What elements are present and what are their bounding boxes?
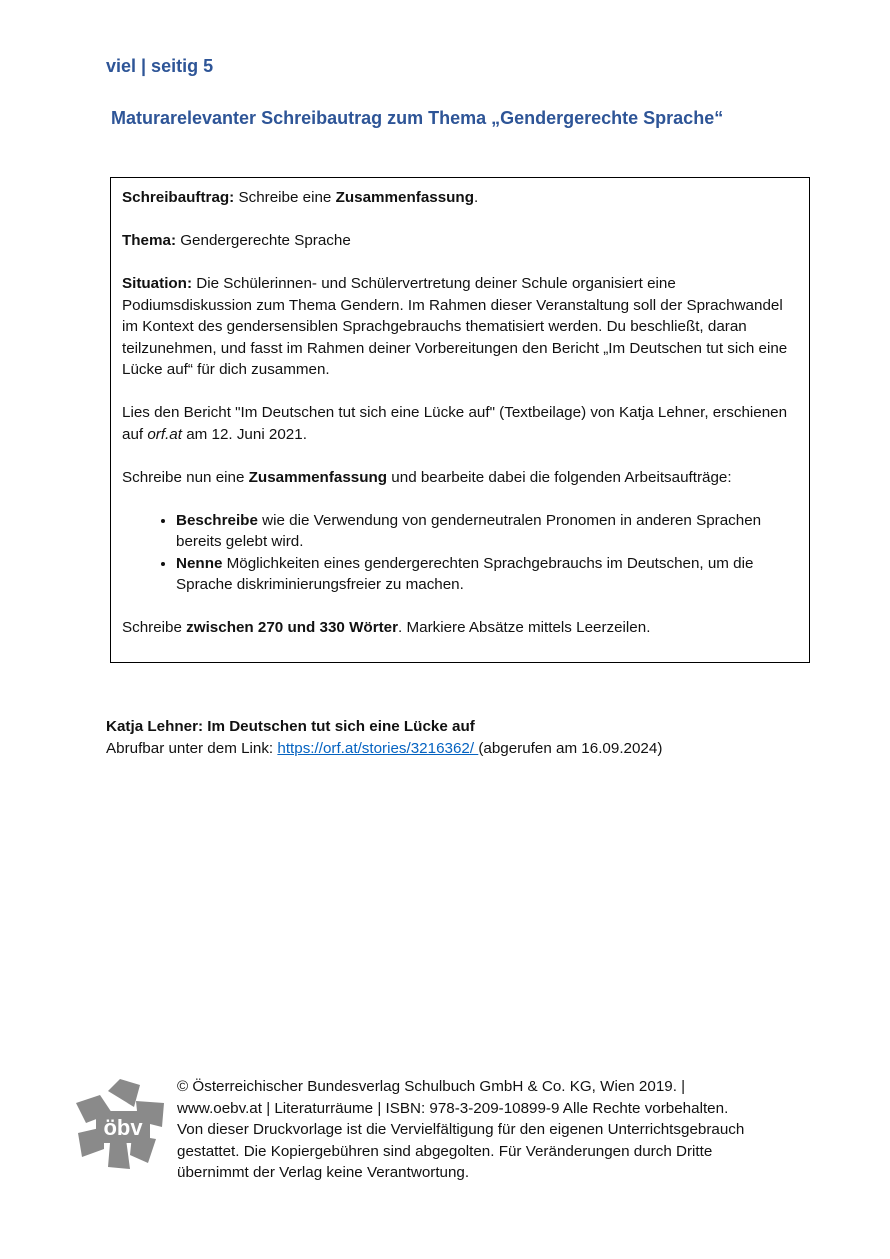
- situation-paragraph: [122, 273, 798, 381]
- word-count-emphasis: zwischen 270 und 330 Wörter: [186, 619, 399, 636]
- read-source-name: orf.at: [147, 425, 182, 443]
- word-count-text: Schreibe: [122, 619, 187, 636]
- thema-label: Thema:: [122, 232, 177, 249]
- oebv-logo: [74, 1077, 166, 1171]
- schreibauftrag-paragraph: [122, 187, 798, 209]
- source-link[interactable]: https://orf.at/stories/3216362/: [277, 739, 479, 757]
- page-title: Maturarelevanter Schreibautrag zum Thema „Gendergerechte Sprache“: [111, 108, 724, 128]
- page-header-label: viel | seitig 5: [106, 56, 214, 76]
- read-date: am 12. Juni 2021.: [181, 425, 307, 443]
- assignment-verb: Nenne: [176, 554, 223, 572]
- assignment-text: Möglichkeiten eines gendergerechten Sprachgebrauchs im Deutschen, um die Sprache diskriminierungsfreier zu machen.: [176, 554, 754, 593]
- schreibauftrag-emphasis: Zusammenfassung: [335, 189, 474, 206]
- read-text: Lies den Bericht "Im Deutschen tut sich eine Lücke auf" (Textbeilage) von Katja Lehner, erschienen auf: [122, 404, 788, 443]
- assignment-list: [122, 510, 798, 596]
- thema-paragraph: [122, 230, 798, 252]
- task-box: [110, 177, 810, 663]
- list-item: [176, 553, 798, 596]
- word-count-paragraph: [122, 617, 798, 639]
- situation-label: Situation:: [122, 275, 193, 292]
- source-link-label: Abrufbar unter dem Link:: [106, 739, 278, 757]
- list-item: [176, 510, 798, 553]
- instruction-paragraph: [122, 467, 798, 489]
- source-reference: [106, 716, 662, 759]
- source-title: Katja Lehner: Im Deutschen tut sich eine Lücke auf: [106, 718, 475, 735]
- instruction-text: Schreibe nun eine: [122, 468, 249, 486]
- thema-text: Gendergerechte Sprache: [176, 232, 351, 249]
- instruction-emphasis: Zusammenfassung: [248, 468, 388, 486]
- schreibauftrag-text: Schreibe eine: [234, 189, 336, 206]
- copyright-notice: © Österreichischer Bundesverlag Schulbuch GmbH & Co. KG, Wien 2019. | www.oebv.at | Literaturräume | ISBN: 978-3-209-10899-9 Alle Rechte vorbehalten. Von dieser Druckvorlage ist die Vervielfältigung für den eigenen Unterrichtsgebrauch gestattet. Die Kopiergebühren sind abgegolten. Für Veränderungen durch Dritte übernimmt der Verlag keine Verantwortung.: [177, 1078, 745, 1182]
- instruction-end: und bearbeite dabei die folgenden Arbeitsaufträge:: [387, 468, 732, 486]
- source-access-date: (abgerufen am 16.09.2024): [478, 739, 663, 757]
- schreibauftrag-label: Schreibauftrag:: [122, 189, 235, 206]
- assignment-text: wie die Verwendung von genderneutralen Pronomen in anderen Sprachen bereits gelebt wird.: [176, 511, 762, 550]
- logo-text: öbv: [103, 1115, 143, 1140]
- situation-text: Die Schülerinnen- und Schülervertretung deiner Schule organisiert eine Podiumsdiskussion zum Thema Gendern. Im Rahmen dieser Veranstaltung soll der Sprachwandel im Kontext des gendersensiblen Sprachgebrauchs thematisiert werden. Du beschließt, daran teilzunehmen, und fasst im Rahmen deiner Vorbereitungen den Bericht „Im Deutschen tut sich eine Lücke auf“ für dich zusammen.: [122, 275, 788, 378]
- word-count-end: . Markiere Absätze mittels Leerzeilen.: [398, 619, 651, 636]
- schreibauftrag-end: .: [474, 189, 479, 206]
- read-paragraph: [122, 402, 798, 445]
- assignment-verb: Beschreibe: [176, 511, 258, 529]
